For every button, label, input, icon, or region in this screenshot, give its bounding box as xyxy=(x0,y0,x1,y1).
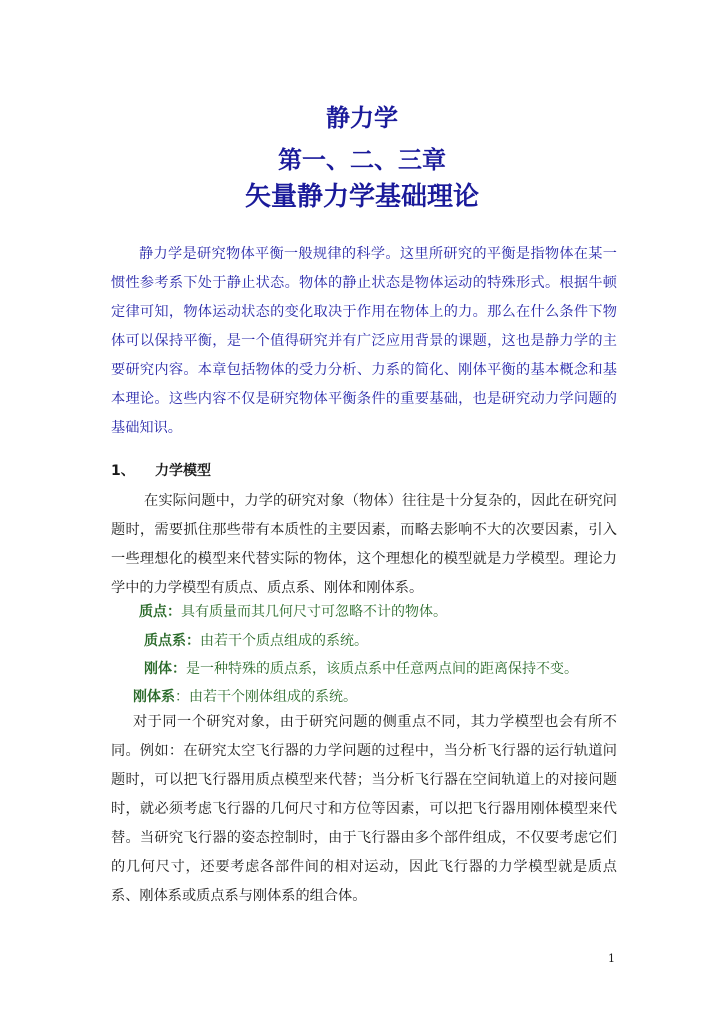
intro-paragraph: 静力学是研究物体平衡一般规律的科学。这里所研究的平衡是指物体在某一惯性参考系下处于静止状态。物体的静止状态是物体运动的特殊形式。根据牛顿定律可知，物体运动状态的变化取决于作用在物体上的力。那么在什么条件下物体可以保持平衡，是一个值得研究并有广泛应用背景的课题，这也是静力学的主要研究内容。本章包括物体的受力分析、力系的简化、刚体平衡的基本概念和基本理论。这些内容不仅是研究物体平衡条件的重要基础，也是研究动力学问题的基础知识。 xyxy=(111,246,617,436)
definition-text: ：由若干个刚体组成的系统。 xyxy=(175,689,357,705)
definition-text: 由若干个质点组成的系统。 xyxy=(200,633,368,649)
definition-text: 是一种特殊的质点系，该质点系中任意两点间的距离保持不变。 xyxy=(186,661,578,677)
subtitle: 矢量静力学基础理论 xyxy=(244,182,479,212)
definition-particle-system xyxy=(144,630,368,650)
chapter-title: 第一、二、三章 xyxy=(278,146,446,174)
definition-term: 质点系： xyxy=(144,633,200,649)
definition-rigid-body-system xyxy=(133,686,357,706)
definition-rigid-body xyxy=(144,658,578,678)
definition-term: 质点： xyxy=(139,604,181,620)
definition-term: 刚体系 xyxy=(133,689,175,705)
section-title: 力学模型 xyxy=(155,463,211,479)
page-number: 1 xyxy=(608,952,615,965)
section-paragraph-2: 对于同一个研究对象，由于研究问题的侧重点不同，其力学模型也会有所不同。例如：在研究太空飞行器的力学问题的过程中，当分析飞行器的运行轨道问题时，可以把飞行器用质点模型来代替；当分析飞行器在空间轨道上的对接问题时，就必须考虑飞行器的几何尺寸和方位等因素，可以把飞行器用刚体模型来代替。当研究飞行器的姿态控制时，由于飞行器由多个部件组成，不仅要考虑它们的几何尺寸，还要考虑各部件间的相对运动，因此飞行器的力学模型就是质点系、刚体系或质点系与刚体系的组合体。 xyxy=(111,714,617,904)
main-title: 静力学 xyxy=(326,104,398,132)
section-paragraph-1: 在实际问题中，力学的研究对象（物体）往往是十分复杂的，因此在研究问题时，需要抓住那些带有本质性的主要因素，而略去影响不大的次要因素，引入一些理想化的模型来代替实际的物体，这个理想化的模型就是力学模型。理论力学中的力学模型有质点、质点系、刚体和刚体系。 xyxy=(111,493,617,596)
section-number: 1、 xyxy=(111,463,135,479)
definition-particle xyxy=(139,601,447,621)
definition-term: 刚体： xyxy=(144,661,186,677)
section-heading xyxy=(111,460,211,480)
definition-text: 具有质量而其几何尺寸可忽略不计的物体。 xyxy=(181,604,447,620)
